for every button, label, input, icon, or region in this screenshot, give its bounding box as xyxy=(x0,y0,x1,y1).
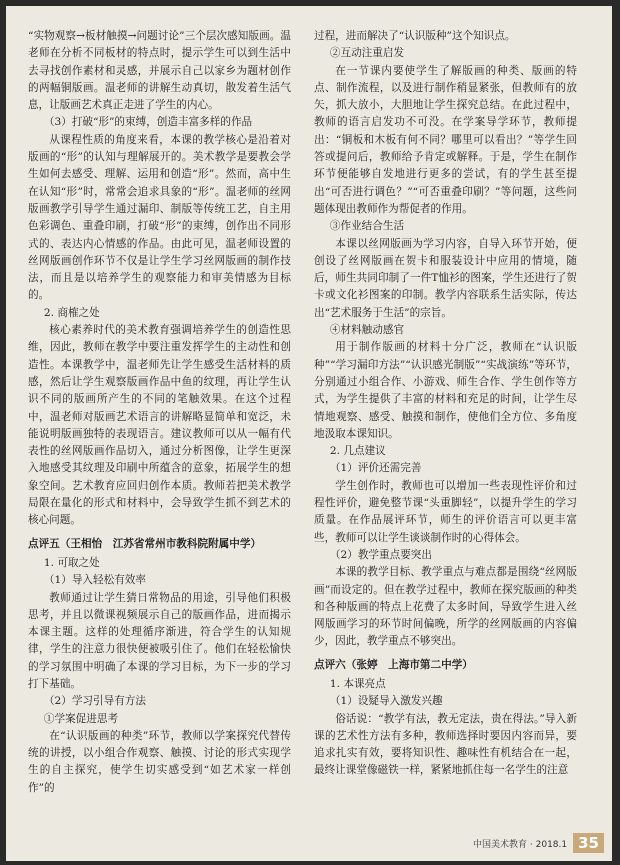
section-heading: 2. 几点建议 xyxy=(329,445,386,458)
paragraph: 从课程性质的角度来看，本课的教学核心是沿着对版画的“形”的认知与理解展开的。美术教学是要教会学生如何去感受、理解、运用和创造“形”。然而，高中生在认知“形”时，常常会追求具象的“形”。温老师的丝网版画教学引导学生通过漏印、制版等传统工艺，自主用色彩调色、重叠印刷，打破“形”的束缚，创作出不同形式的、表达内心情感的作品。由此可见，温老师设置的丝网版画创作环节不仅是让学生学习丝网版画的制作技法，而且是以培养学生的观察能力和审美情感为目标的。 xyxy=(28,133,291,302)
paragraph: 在一节课内要使学生了解版画的种类、版画的特点、制作流程，以及进行制作稍显紧张，但教师有的放矢，抓大放小，大胆地让学生探究总结。在此过程中，教师的语言启发功不可没。在学案导学环节，教师提出：“铜板和木板有何不同？哪里可以看出？”等学生回答或提问后，教师给予肯定或解释。于是，学生在制作环节便能够自发地进行更多的尝试，有的学生甚至提出“可否进行调色？”“可否重叠印刷？”等问题，这些问题体现出教师作为帮促者的作用。 xyxy=(314,64,577,215)
journal-name: 中国美术教育 · 2018.1 xyxy=(473,839,568,850)
paragraph: 本课的教学目标、教学重点与难点都是围绕“丝网版画”而设定的。但在教学过程中，教师在探究版画的种类和各种版画的特点上花费了太多时间，导致学生进入丝网版画学习的环节时间偏晚，所学的丝网版画的内容偏少，因此，教学重点不够突出。 xyxy=(314,566,577,648)
section-subheading: ③作业结合生活 xyxy=(329,220,405,233)
section-heading: 1. 本课亮点 xyxy=(329,677,386,690)
page-footer xyxy=(473,833,604,853)
paragraph: 用于制作版画的材料十分广泛，教师在“认识版种”“学习漏印方法”“认识感光制版”“实战演练”等环节，分别通过小组合作、小游戏、师生合作、学生创作等方式，为学生提供了丰富的材料和充足的时间，让学生尽情地观察、感受、触摸和制作，使他们全方位、多角度地汲取本课知识。 xyxy=(314,341,577,440)
section-subheading: （1）导入轻松有效率 xyxy=(43,574,146,587)
right-column xyxy=(314,28,577,780)
commentary-heading: 点评五（王相怡 江苏省常州市教科院附属中学） xyxy=(28,537,262,550)
section-subheading: （3）打破“形”的束缚，创造丰富多样的作品 xyxy=(43,116,253,129)
commentary-heading: 点评六（张婷 上海市第二中学） xyxy=(314,658,473,671)
paragraph: 教师通过让学生猜日常物品的用途，引导他们积极思考，并且以微课视频展示自己的版画作品，进而揭示本课主题。这样的处理循序渐进，符合学生的认知规律，学生的注意力很快便被吸引住了。他们在轻松愉快的学习氛围中明确了本课的学习目标，为下一步的学习打下基础。 xyxy=(28,591,291,690)
section-heading: 2. 商榷之处 xyxy=(43,306,100,319)
section-subheading: ②互动注重启发 xyxy=(329,47,405,60)
section-subheading: （1）设疑导入激发兴趣 xyxy=(329,695,443,708)
section-heading: 1. 可取之处 xyxy=(43,556,100,569)
paragraph: 本课以丝网版画为学习内容，自导入环节开始，便创设了丝网版画在贺卡和服装设计中应用的情境，随后，师生共同印制了一件T恤衫的图案，学生还进行了贺卡或文化衫图案的印制。教学内容联系生活实际，传达出“艺术服务于生活”的宗旨。 xyxy=(314,237,577,319)
page-number: 35 xyxy=(573,833,604,853)
left-column xyxy=(28,28,291,797)
paragraph: “实物观察→板材触摸→问题讨论”三个层次感知版画。温老师在分析不同板材的特点时，提示学生可以到生活中去寻找创作素材和灵感，并展示自己以家乡为题材创作的两幅铜版画。温老师的讲解生动真切，散发着生活气息，让版画艺术真正走进了学生的内心。 xyxy=(28,30,291,112)
paragraph: 核心素养时代的美术教育强调培养学生的创造性思维，因此，教师在教学中要注重发挥学生的主动性和创造性。本课教学中，温老师先让学生感受生活材料的质感，然后让学生观察版画作品中鱼的纹理，再让学生认识不同的版画所产生的不同的笔触效果。在这个过程中，温老师对版画艺术语言的讲解略显简单和宽泛，未能说明版画独特的表现语言。建议教师可以从一幅有代表性的丝网版画作品切入，通过分析图像，让学生更深入地感受其纹理及印刷中所蕴含的意象，拓展学生的想象空间。艺术教育应回归创作本质。教师若把美术教学局限在量化的形式和材料中，会导致学生抓不到艺术的核心问题。 xyxy=(28,324,291,527)
section-subheading: （2）学习引导有方法 xyxy=(43,695,146,708)
section-subheading: ④材料触动感官 xyxy=(329,324,405,337)
paragraph: 过程，进而解决了“认识版种”这个知识点。 xyxy=(314,30,516,42)
paragraph: 学生创作时，教师也可以增加一些表现性评价和过程性评价，避免整节课“头重脚轻”，以提升学生的学习质量。在作品展评环节，师生的评价语言可以更丰富些，教师可以让学生谈谈制作时的心得体会。 xyxy=(314,479,577,544)
paragraph: 俗话说：“教学有法，教无定法，贵在得法。”导入新课的艺术性方法有多种，教师选择时要因内容而异，要追求扎实有效，要将知识性、趣味性有机结合在一起，最终让课堂像磁铁一样，紧紧地抓住每一名学生的注意 xyxy=(314,712,577,777)
section-subheading: ①学案促进思考 xyxy=(43,712,119,725)
paragraph: 在“认识版画的种类”环节，教师以学案探究代替传统的讲授，以小组合作观察、触摸、讨论的形式实现学生的自主探究，使学生切实感受到“如艺术家一样创作”的 xyxy=(28,729,291,794)
section-subheading: （1）评价还需完善 xyxy=(329,462,422,475)
section-subheading: （2）教学重点要突出 xyxy=(329,548,432,561)
document-page xyxy=(6,6,612,861)
